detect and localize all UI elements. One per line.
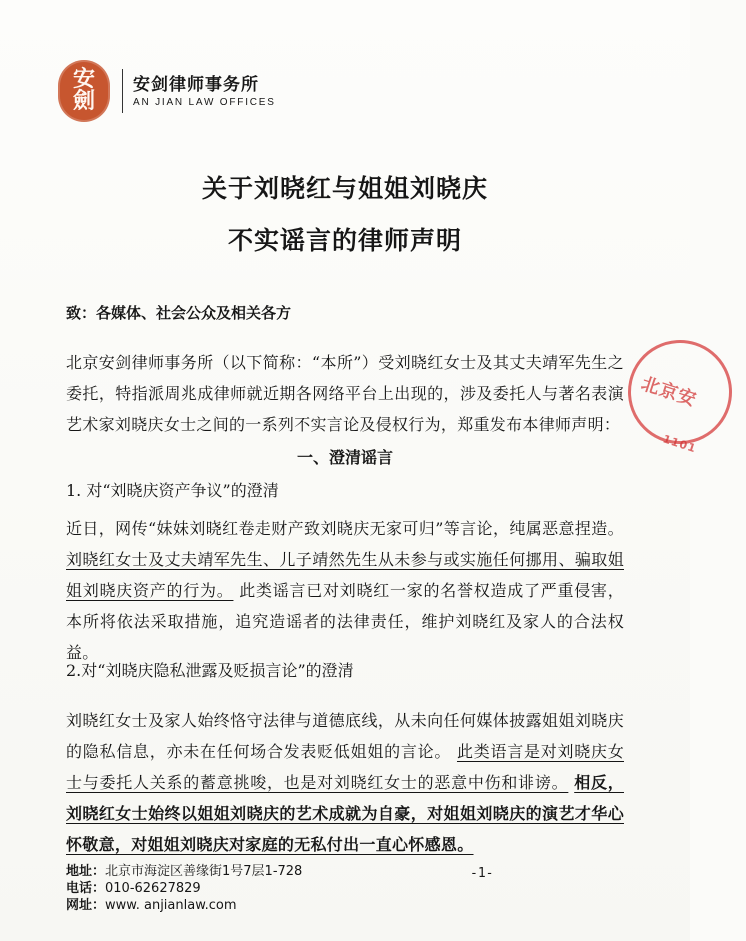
footer-address-line	[66, 863, 302, 880]
item-2-heading: 2.对“刘晓庆隐私泄露及贬损言论”的澄清	[66, 661, 354, 680]
section-1-title: 一、澄清谣言	[296, 448, 393, 467]
item-2-underlined: 此类语言是对刘晓庆女士与委托人关系的蓄意挑唆，也是对刘晓红女士的恶意中伤和诽谤。	[66, 742, 624, 792]
item-1-underlined: 刘晓红女士及丈夫靖军先生、儿子靖然先生从未参与或实施任何挪用、骗取姐姐刘晓庆资产的行为。	[66, 550, 624, 600]
firm-logo-block	[58, 60, 276, 122]
seal-char-top: 安	[72, 67, 95, 92]
item-1-lead: 近日，网传“妹妹刘晓红卷走财产致刘晓庆无家可归”等言论，纯属恶意捏造。	[66, 519, 624, 538]
item-2-bold: 相反，刘晓红女士始终以姐姐刘晓庆的艺术成就为自豪，对姐姐刘晓庆的演艺才华心怀敬意，对姐姐刘晓庆对家庭的无私付出一直心怀感恩。	[66, 773, 624, 854]
item-1-paragraph	[66, 513, 624, 668]
title-line-2: 不实谣言的律师声明	[227, 226, 462, 255]
item-1-tail: 此类谣言已对刘晓红一家的名誉权造成了严重侵害，本所将依法采取措施，追究造谣者的法律责任，维护刘晓红及家人的合法权益。	[66, 581, 624, 662]
footer-phone-line	[66, 880, 302, 897]
intro-text: 北京安剑律师事务所（以下简称：“本所”）受刘晓红女士及其丈夫靖军先生之委托，特指派周兆成律师就近期各网络平台上出现的，涉及委托人与著名表演艺术家刘晓庆女士之间的一系列不实言论及侵权行为，郑重发布本律师声明：	[66, 353, 624, 434]
title-line-1: 关于刘晓红与姐姐刘晓庆	[201, 174, 488, 203]
stamp-number: 1101	[661, 432, 699, 456]
page-number: -1-	[470, 866, 494, 881]
phone-value: 010-62627829	[105, 881, 201, 896]
intro-paragraph	[66, 347, 624, 440]
address-value: 北京市海淀区善缘街1号7层1-728	[105, 864, 303, 879]
firm-name-cn: 安剑律师事务所	[133, 74, 259, 95]
web-label: 网址：	[66, 898, 106, 913]
firm-name	[122, 69, 276, 113]
address-label: 地址：	[66, 864, 106, 879]
phone-label: 电话：	[66, 881, 106, 896]
firm-name-en: AN JIAN LAW OFFICES	[133, 96, 276, 108]
item-2-lead: 刘晓红女士及家人始终恪守法律与道德底线，从未向任何媒体披露姐姐刘晓庆的隐私信息，亦未在任何场合发表贬低姐姐的言论。	[66, 711, 624, 761]
web-value: www. anjianlaw.com	[105, 898, 237, 913]
stamp-text: 北京安	[638, 373, 700, 411]
seal-char-bottom: 劍	[72, 89, 95, 114]
footer-web-line	[66, 897, 302, 914]
firm-seal-icon	[58, 60, 110, 122]
footer-contact	[66, 863, 302, 914]
addressee: 致：各媒体、社会公众及相关各方	[66, 304, 292, 322]
red-seal-stamp	[614, 326, 745, 457]
item-2-paragraph	[66, 705, 624, 860]
item-1-heading: 1. 对“刘晓庆资产争议”的澄清	[66, 481, 279, 500]
